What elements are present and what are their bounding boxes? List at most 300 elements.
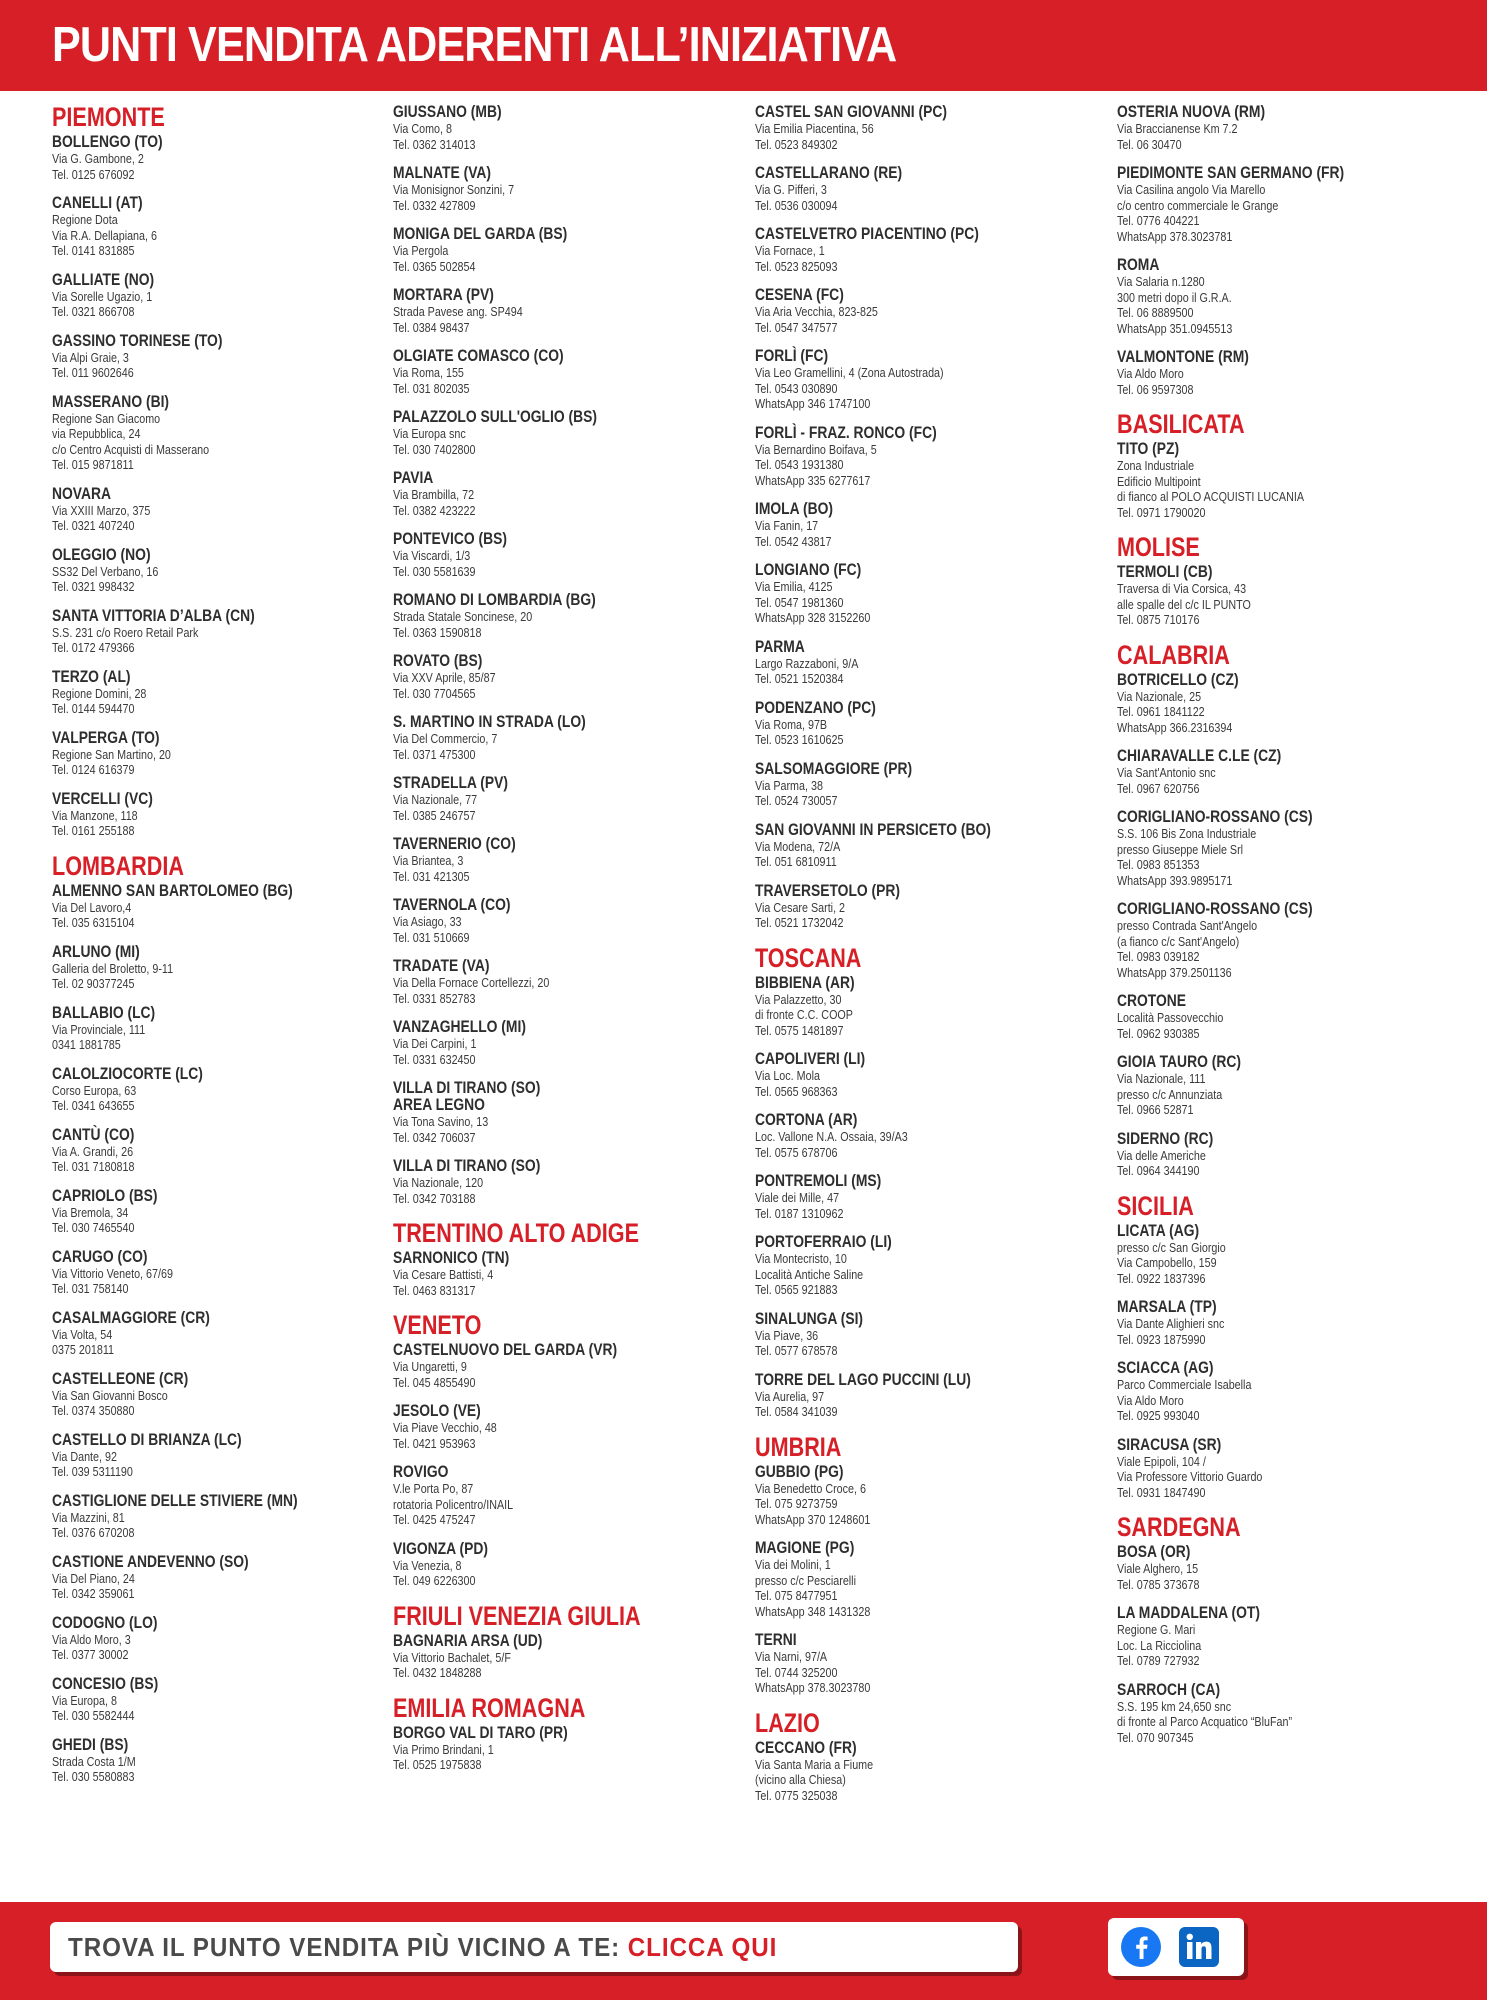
store-entry: [52, 1249, 346, 1297]
store-address-line: S.S. 195 km 24,650 snc: [1117, 1698, 1232, 1714]
store-phone: Tel. 0523 849302: [755, 136, 838, 152]
store-address-line: Regione San Giacomo: [52, 410, 161, 426]
store-name: BOLLENGO (TO): [52, 133, 163, 151]
store-name: GIUSSANO (MB): [393, 103, 502, 121]
store-phone: Tel. 0565 968363: [755, 1083, 838, 1099]
store-address-line: Via Loc. Mola: [755, 1068, 820, 1083]
store-address-line: Via Venezia, 8: [393, 1557, 462, 1573]
store-name: ALMENNO SAN BARTOLOMEO (BG): [52, 881, 293, 900]
store-address-line: di fronte C.C. COOP: [755, 1007, 853, 1022]
store-phone: Tel. 049 6226300: [393, 1573, 476, 1588]
store-name: TRADATE (VA): [393, 957, 490, 975]
store-address-line: Via Europa, 8: [52, 1692, 117, 1708]
store-phone: Tel. 0321 407240: [52, 518, 135, 533]
store-phone: Tel. 0421 953963: [393, 1435, 476, 1451]
store-address-line: Parco Commerciale Isabella: [1117, 1377, 1252, 1392]
store-address-line: alle spalle del c/c IL PUNTO: [1117, 596, 1251, 612]
store-entry: [393, 1250, 687, 1298]
store-address-line: Via Como, 8: [393, 121, 452, 136]
store-name: CASALMAGGIORE (CR): [52, 1308, 210, 1327]
store-phone: Tel. 0789 727932: [1117, 1653, 1200, 1668]
store-entry: [52, 608, 346, 656]
store-name: CORTONA (AR): [755, 1111, 858, 1129]
store-name: CASTELLARANO (RE): [755, 164, 903, 182]
find-store-cta-button[interactable]: [50, 1922, 1018, 1972]
store-address-line: Via Della Fornace Cortellezzi, 20: [393, 975, 550, 990]
store-address-line: Via XXV Aprile, 85/87: [393, 670, 496, 685]
store-entry: [755, 1540, 1049, 1619]
store-name: SANTA VITTORIA D’ALBA (CN): [52, 606, 255, 625]
store-phone: Tel. 0187 1310962: [755, 1205, 844, 1221]
store-name: CHIARAVALLE C.LE (CZ): [1117, 747, 1282, 765]
store-phone: Tel. 030 7465540: [52, 1220, 135, 1235]
store-address-line: Località Antiche Saline: [755, 1266, 864, 1282]
store-address-line: presso c/c Pesciarelli: [755, 1572, 856, 1588]
store-address-line: Via Del Lavoro,4: [52, 899, 132, 915]
store-phone: Tel. 0523 825093: [755, 258, 838, 274]
store-entry: [755, 226, 1049, 274]
store-phone: Tel. 0971 1790020: [1117, 504, 1206, 520]
store-phone: Tel. 0331 632450: [393, 1051, 476, 1067]
region-heading-sicilia: SICILIA: [1117, 1190, 1194, 1221]
store-name: TAVERNERIO (CO): [393, 835, 516, 853]
store-phone: Tel. 0425 475247: [393, 1512, 476, 1527]
store-phone: Tel. 0365 502854: [393, 258, 476, 274]
store-phone: Tel. 0141 831885: [52, 243, 135, 258]
store-phone: Tel. 030 5581639: [393, 563, 476, 579]
store-address-line: Loc. La Ricciolina: [1117, 1637, 1202, 1653]
store-address-line: Via Europa snc: [393, 426, 466, 441]
store-address-line: Via Salaria n.1280: [1117, 274, 1205, 289]
store-address-line: Via Asiago, 33: [393, 914, 462, 929]
store-phone: Tel. 0547 1981360: [755, 594, 844, 610]
store-address-line: Via Aria Vecchia, 823-825: [755, 304, 878, 319]
region-heading-umbria: UMBRIA: [755, 1431, 842, 1462]
store-name: CASTELLEONE (CR): [52, 1369, 189, 1388]
region-heading-sardegna: SARDEGNA: [1117, 1512, 1241, 1542]
store-entry: [52, 134, 346, 182]
store-phone: Tel. 06 30470: [1117, 136, 1182, 152]
store-phone: Tel. 0964 344190: [1117, 1163, 1200, 1178]
store-phone: WhatsApp 348 1431328: [755, 1603, 871, 1619]
store-entry: [393, 592, 687, 640]
store-phone: Tel. 0463 831317: [393, 1282, 476, 1298]
store-name: CASTELNUOVO DEL GARDA (VR): [393, 1341, 618, 1359]
store-name: NOVARA: [52, 484, 112, 503]
store-entry: [393, 1725, 687, 1773]
store-phone: Tel. 0931 1847490: [1117, 1484, 1206, 1500]
store-address-line: Via Pergola: [393, 243, 449, 258]
store-phone: Tel. 0382 423222: [393, 502, 476, 518]
store-address-line: presso Contrada Sant'Angelo: [1117, 918, 1258, 933]
store-phone: Tel. 0543 1931380: [755, 457, 844, 472]
store-entry: [1117, 564, 1411, 628]
store-entry: [52, 1066, 346, 1114]
page-header: [0, 0, 1487, 91]
store-name: TORRE DEL LAGO PUCCINI (LU): [755, 1370, 971, 1389]
store-entry: [1117, 809, 1411, 888]
store-name: CASTIONE ANDEVENNO (SO): [52, 1552, 249, 1571]
store-phone: Tel. 075 9273759: [755, 1496, 838, 1511]
store-address-line: Edificio Multipoint: [1117, 473, 1201, 489]
store-phone: Tel. 0775 325038: [755, 1787, 838, 1803]
store-name: IMOLA (BO): [755, 500, 834, 518]
store-phone: Tel. 045 4855490: [393, 1374, 476, 1390]
region-heading-lazio: LAZIO: [755, 1707, 820, 1738]
store-address-line: Via Parma, 38: [755, 777, 823, 793]
store-name: PARMA: [755, 637, 805, 656]
footer-bar: [0, 1902, 1487, 2000]
store-entry: [1117, 1544, 1411, 1592]
store-entry: [755, 1740, 1049, 1804]
store-entry: [393, 165, 687, 213]
store-name: MORTARA (PV): [393, 286, 494, 304]
store-address-line: Regione G. Mari: [1117, 1622, 1196, 1637]
store-phone: Tel. 051 6810911: [755, 854, 837, 869]
store-entry: [1117, 1299, 1411, 1347]
store-address-line: Via Fornace, 1: [755, 243, 825, 258]
store-phone: 0375 201811: [52, 1342, 114, 1357]
store-address-line: Via Manzone, 118: [52, 807, 138, 823]
store-address-line: Via Provinciale, 111: [52, 1021, 146, 1037]
store-entry: [52, 1310, 346, 1358]
store-name: VIGONZA (PD): [393, 1539, 488, 1558]
store-name: CORIGLIANO-ROSSANO (CS): [1117, 900, 1313, 918]
store-entry: [52, 1493, 346, 1541]
store-phone: Tel. 0967 620756: [1117, 780, 1200, 796]
store-phone: Tel. 0363 1590818: [393, 624, 482, 640]
store-address-line: Traversa di Via Corsica, 43: [1117, 581, 1247, 596]
store-phone: Tel. 0342 706037: [393, 1129, 476, 1145]
store-address-line: Via Ungaretti, 9: [393, 1359, 467, 1374]
store-name: VERCELLI (VC): [52, 789, 153, 808]
store-name: OLGIATE COMASCO (CO): [393, 347, 564, 365]
store-name: CANELLI (AT): [52, 194, 143, 212]
store-phone: Tel. 031 802035: [393, 380, 470, 396]
store-phone: Tel. 0983 851353: [1117, 857, 1200, 872]
store-address-line: Via Aurelia, 97: [755, 1388, 825, 1404]
store-address-line: (a fianco c/c Sant'Angelo): [1117, 933, 1240, 949]
store-entry: [393, 470, 687, 518]
store-name: SALSOMAGGIORE (PR): [755, 759, 913, 778]
store-phone: Tel. 0371 475300: [393, 746, 476, 762]
store-name: CECCANO (FR): [755, 1738, 857, 1757]
store-phone: Tel. 031 510669: [393, 929, 470, 945]
store-entry: [393, 1019, 687, 1067]
store-name: VALPERGA (TO): [52, 728, 160, 747]
store-address-line: Loc. Vallone N.A. Ossaia, 39/A3: [755, 1129, 908, 1144]
store-entry: [755, 883, 1049, 931]
store-address-line: Strada Statale Soncinese, 20: [393, 609, 533, 624]
click-here-link[interactable]: CLICCA QUI: [627, 1932, 778, 1962]
store-address-line: Via Dei Carpini, 1: [393, 1036, 477, 1051]
store-name: VILLA DI TIRANO (SO): [393, 1079, 541, 1097]
store-address-line: Via Bremola, 34: [52, 1204, 129, 1220]
store-address-line: S.S. 106 Bis Zona Industriale: [1117, 826, 1257, 841]
store-phone: Tel. 0961 1841122: [1117, 704, 1205, 719]
store-phone: Tel. 0744 325200: [755, 1664, 838, 1680]
store-entry: [52, 730, 346, 778]
store-address-line: Via Nazionale, 120: [393, 1175, 484, 1190]
store-name: SIRACUSA (SR): [1117, 1435, 1222, 1454]
store-address-line: Via Roma, 155: [393, 365, 464, 380]
store-entry: [1117, 1054, 1411, 1118]
store-address-line: di fronte al Parco Acquatico “BluFan”: [1117, 1714, 1293, 1729]
store-entry: [393, 348, 687, 396]
store-entry: [1117, 1605, 1411, 1669]
store-entry: [755, 104, 1049, 152]
store-name: BALLABIO (LC): [52, 1003, 156, 1022]
store-phone: Tel. 0565 921883: [755, 1282, 838, 1297]
store-entry: [755, 1464, 1049, 1528]
store-phone: Tel. 0124 616379: [52, 762, 135, 777]
store-address-line: Via Benedetto Croce, 6: [755, 1480, 866, 1496]
store-entry: [393, 531, 687, 579]
store-entry: [1117, 1223, 1411, 1287]
store-phone: Tel. 0376 670208: [52, 1525, 135, 1540]
store-address-line: Via Nazionale, 111: [1117, 1071, 1206, 1086]
store-entry: [393, 836, 687, 884]
store-address-line: Via Nazionale, 77: [393, 792, 478, 807]
store-address-line: Via Campobello, 159: [1117, 1255, 1217, 1270]
store-name: BIBBIENA (AR): [755, 973, 855, 992]
store-entry: [393, 1080, 687, 1145]
store-phone: Tel. 0577 678578: [755, 1343, 838, 1358]
store-address-line: Via Bernardino Boifava, 5: [755, 441, 877, 457]
store-name: PODENZANO (PC): [755, 698, 876, 717]
store-address-line: Via Narni, 97/A: [755, 1649, 828, 1664]
store-phone: Tel. 031 7180818: [52, 1159, 135, 1174]
store-name: LICATA (AG): [1117, 1221, 1200, 1240]
store-name: SARNONICO (TN): [393, 1249, 510, 1267]
store-phone: Tel. 0144 594470: [52, 701, 135, 716]
store-entry: [1117, 901, 1411, 980]
store-address-line: rotatoria Policentro/INAIL: [393, 1496, 514, 1512]
store-phone: Tel. 0575 1481897: [755, 1022, 844, 1038]
store-address-line: Via Volta, 54: [52, 1326, 113, 1342]
store-address-line: Strada Costa 1/M: [52, 1753, 136, 1769]
store-address-line: Via Brambilla, 72: [393, 487, 475, 502]
store-address-line: Via Cesare Battisti, 4: [393, 1267, 494, 1282]
store-address-line: Via Emilia Piacentina, 56: [755, 121, 874, 136]
store-name: PONTEVICO (BS): [393, 530, 507, 548]
store-address-line: Via Roma, 97B: [755, 716, 828, 732]
store-address-line: Via Sant'Antonio snc: [1117, 765, 1216, 780]
store-name: CANTÙ (CO): [52, 1125, 135, 1144]
store-entry: [755, 1311, 1049, 1359]
store-address-line: Località Passovecchio: [1117, 1010, 1224, 1025]
store-entry: [755, 1112, 1049, 1160]
store-phone: Tel. 0321 866708: [52, 304, 135, 319]
store-entry: [755, 700, 1049, 748]
store-entry: [52, 1615, 346, 1663]
store-entry: [393, 897, 687, 945]
store-address-line: Via Nazionale, 25: [1117, 688, 1202, 704]
store-phone: Tel. 0385 246757: [393, 807, 476, 823]
store-directory: [0, 100, 1487, 1900]
store-address-line: Regione San Martino, 20: [52, 746, 171, 762]
store-name: CALOLZIOCORTE (LC): [52, 1064, 203, 1083]
store-address-line: (vicino alla Chiesa): [755, 1772, 846, 1787]
store-entry: [52, 791, 346, 839]
store-phone: Tel. 030 5582444: [52, 1708, 135, 1723]
store-phone: Tel. 0547 347577: [755, 319, 838, 335]
store-phone: WhatsApp 346 1747100: [755, 396, 871, 411]
store-address-line: presso c/c Annunziata: [1117, 1086, 1223, 1102]
directory-column-1: [52, 100, 402, 1798]
store-entry: [1117, 349, 1411, 397]
store-name: LA MADDALENA (OT): [1117, 1604, 1260, 1622]
store-phone: Tel. 0542 43817: [755, 533, 832, 549]
store-phone: WhatsApp 378.3023780: [755, 1680, 871, 1695]
store-address-line: SS32 Del Verbano, 16: [52, 563, 159, 579]
store-address-line: Via Dante Alighieri snc: [1117, 1316, 1225, 1331]
store-address-line: Via Leo Gramellini, 4 (Zona Autostrada): [755, 365, 944, 380]
store-entry: [1117, 993, 1411, 1041]
region-heading-emilia-romagna: EMILIA ROMAGNA: [393, 1692, 586, 1723]
store-address-line: Via Piave Vecchio, 48: [393, 1420, 497, 1435]
store-name: STRADELLA (PV): [393, 774, 508, 792]
store-address-line: Viale Alghero, 15: [1117, 1561, 1199, 1576]
store-phone: Tel. 075 8477951: [755, 1588, 838, 1603]
store-name: SARROCH (CA): [1117, 1680, 1221, 1699]
store-name: CASTELLO DI BRIANZA (LC): [52, 1430, 242, 1449]
store-phone: Tel. 0584 341039: [755, 1404, 838, 1419]
store-entry: [755, 639, 1049, 687]
store-entry: [1117, 672, 1411, 736]
store-entry: [52, 1554, 346, 1602]
store-entry: [393, 1464, 687, 1528]
store-phone: WhatsApp 393.9895171: [1117, 872, 1233, 888]
store-name: ROVIGO: [393, 1463, 449, 1481]
store-name: CASTIGLIONE DELLE STIVIERE (MN): [52, 1491, 298, 1510]
store-name: S. MARTINO IN STRADA (LO): [393, 713, 586, 731]
linkedin-icon[interactable]: [1178, 1926, 1220, 1968]
store-phone: Tel. 0962 930385: [1117, 1025, 1200, 1041]
store-address-line: via Repubblica, 24: [52, 426, 141, 441]
store-phone: Tel. 0377 30002: [52, 1647, 129, 1662]
store-phone: Tel. 0374 350880: [52, 1403, 135, 1418]
store-phone: Tel. 0543 030890: [755, 380, 838, 396]
store-name: GUBBIO (PG): [755, 1462, 844, 1481]
facebook-icon[interactable]: [1120, 1926, 1162, 1968]
directory-column-4: [1117, 104, 1467, 1758]
store-entry: [52, 394, 346, 473]
region-heading-molise: MOLISE: [1117, 532, 1200, 562]
store-address-line: Via G. Gambone, 2: [52, 151, 144, 166]
region-heading-lombardia: LOMBARDIA: [52, 850, 184, 881]
store-phone: Tel. 06 9597308: [1117, 381, 1194, 397]
store-entry: [52, 486, 346, 534]
store-entry: [52, 883, 346, 931]
store-address-line: Via Professore Vittorio Guardo: [1117, 1469, 1263, 1484]
store-phone: Tel. 030 5580883: [52, 1769, 135, 1784]
store-entry: [1117, 257, 1411, 336]
store-address-line: Via Vittorio Bachalet, 5/F: [393, 1649, 511, 1665]
store-name: LONGIANO (FC): [755, 561, 862, 579]
store-entry: [755, 425, 1049, 489]
store-address-line: Via Monisignor Sonzini, 7: [393, 182, 515, 197]
region-heading-basilicata: BASILICATA: [1117, 409, 1245, 439]
store-address-line: Via Dante, 92: [52, 1448, 117, 1464]
cta-prompt: TROVA IL PUNTO VENDITA PIÙ VICINO A TE:: [68, 1932, 628, 1962]
store-address-line: di fianco al POLO ACQUISTI LUCANIA: [1117, 489, 1304, 504]
store-name: JESOLO (VE): [393, 1402, 481, 1420]
store-address-line: Regione Dota: [52, 212, 118, 227]
directory-column-3: [755, 104, 1105, 1816]
store-entry: [1117, 1131, 1411, 1179]
store-entry: [1117, 748, 1411, 796]
store-name: BOSA (OR): [1117, 1543, 1191, 1561]
store-entry: [393, 1158, 687, 1206]
store-address-line: Via Del Piano, 24: [52, 1570, 135, 1586]
store-name: PIEDIMONTE SAN GERMANO (FR): [1117, 164, 1345, 182]
store-name: MONIGA DEL GARDA (BS): [393, 225, 568, 243]
store-name: GIOIA TAURO (RC): [1117, 1053, 1241, 1071]
region-heading-friuli-venezia-giulia: FRIULI VENEZIA GIULIA: [393, 1600, 641, 1631]
store-address-line: Via Alpi Graie, 3: [52, 349, 129, 365]
store-name: GASSINO TORINESE (TO): [52, 331, 223, 350]
store-name: CORIGLIANO-ROSSANO (CS): [1117, 808, 1313, 826]
store-entry: [755, 165, 1049, 213]
store-name: TERNI: [755, 1631, 797, 1649]
store-address-line: Viale Epipoli, 104 /: [1117, 1453, 1206, 1469]
store-address-line: Via Vittorio Veneto, 67/69: [52, 1265, 173, 1281]
store-entry: [755, 1372, 1049, 1420]
store-entry: [1117, 165, 1411, 244]
store-name: SCIACCA (AG): [1117, 1359, 1214, 1377]
store-name: VILLA DI TIRANO (SO): [393, 1157, 541, 1175]
store-name: FORLÌ - FRAZ. RONCO (FC): [755, 423, 937, 442]
store-address-line: Via Aldo Moro: [1117, 366, 1184, 381]
store-entry: [393, 775, 687, 823]
store-phone: Tel. 02 90377245: [52, 976, 135, 991]
store-phone: Tel. 0362 314013: [393, 136, 476, 152]
store-address-line: Via Montecristo, 10: [755, 1251, 847, 1266]
store-name: CAPOLIVERI (LI): [755, 1050, 866, 1068]
store-name: BOTRICELLO (CZ): [1117, 670, 1239, 689]
store-address-line: Via Casilina angolo Via Marello: [1117, 182, 1266, 197]
region-heading-trentino-alto-adige: TRENTINO ALTO ADIGE: [393, 1218, 639, 1248]
store-entry: [52, 1371, 346, 1419]
store-name: MASSERANO (BI): [52, 392, 170, 411]
store-entry: [52, 272, 346, 320]
store-entry: [1117, 441, 1411, 520]
store-address-line: presso Giuseppe Miele Srl: [1117, 841, 1244, 857]
store-name: BAGNARIA ARSA (UD): [393, 1631, 543, 1650]
store-phone: Tel. 0922 1837396: [1117, 1270, 1206, 1286]
store-phone: Tel. 0125 676092: [52, 166, 135, 182]
store-phone: Tel. 0524 730057: [755, 793, 838, 808]
store-entry: [755, 1234, 1049, 1298]
store-phone: Tel. 015 9871811: [52, 457, 134, 472]
store-name: MAGIONE (PG): [755, 1539, 855, 1557]
store-entry: [393, 1541, 687, 1589]
store-phone: Tel. 0172 479366: [52, 640, 135, 655]
store-name: MARSALA (TP): [1117, 1298, 1217, 1316]
store-address-line: c/o centro commerciale le Grange: [1117, 197, 1279, 213]
store-phone: Tel. 0331 852783: [393, 990, 476, 1006]
store-phone: 0341 1881785: [52, 1037, 121, 1052]
store-entry: [52, 195, 346, 259]
store-address-line: Via Piave, 36: [755, 1327, 819, 1343]
store-name: TITO (PZ): [1117, 440, 1180, 458]
region-heading-piemonte: PIEMONTE: [52, 102, 165, 132]
store-phone: Tel. 0525 1975838: [393, 1757, 482, 1772]
store-entry: [755, 975, 1049, 1039]
store-name: CONCESIO (BS): [52, 1674, 159, 1693]
store-name: CARUGO (CO): [52, 1247, 148, 1266]
